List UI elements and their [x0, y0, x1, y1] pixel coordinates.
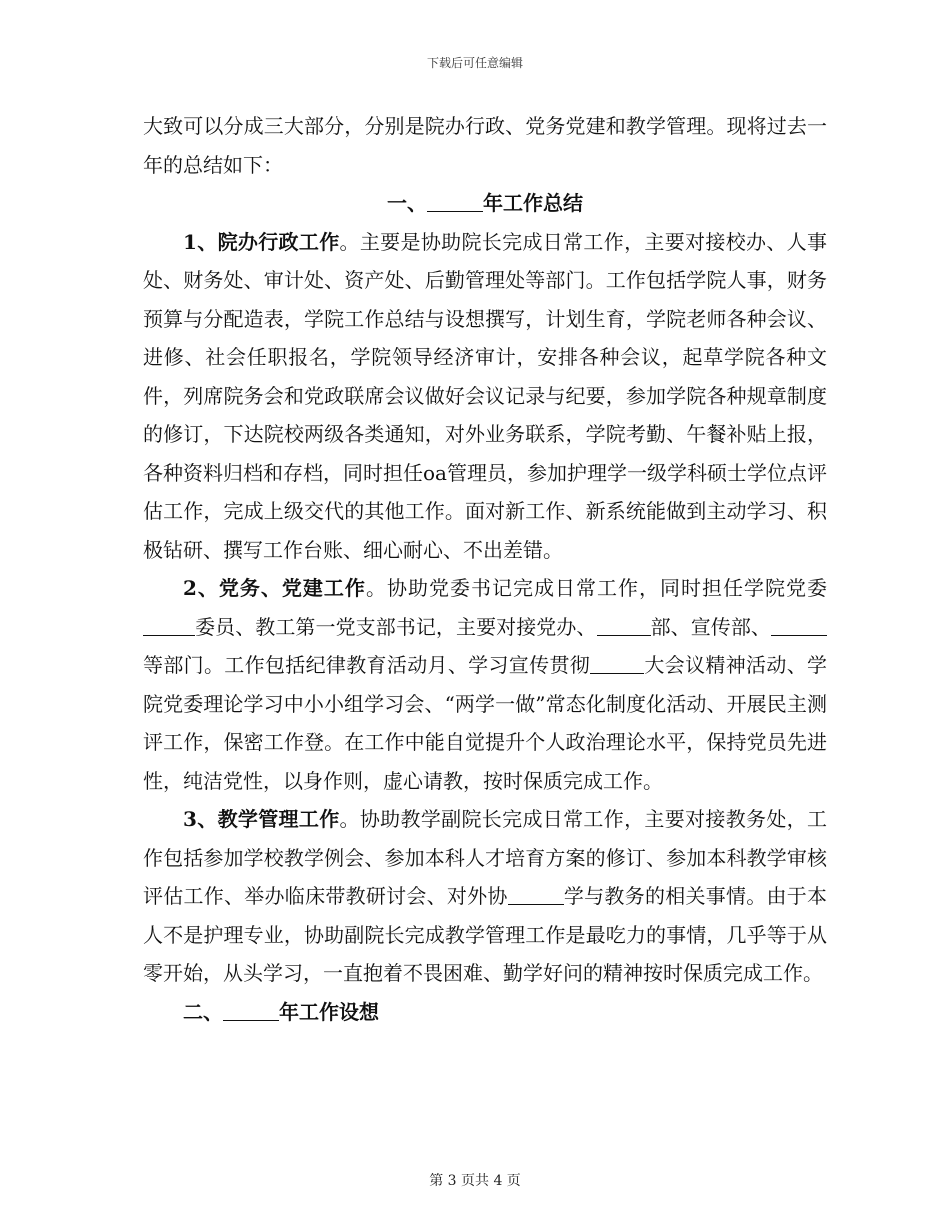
paragraph-text: 等部门。工作包括纪律教育活动月、学习宣传贯彻 [143, 653, 591, 677]
paragraph-lead: 3、教学管理工作 [183, 807, 340, 831]
blank-underline [427, 191, 483, 212]
heading-suffix: 年工作总结 [483, 191, 583, 215]
paragraph-text: 部、宣传部、 [650, 614, 771, 639]
page-number-footer: 第 3 页共 4 页 [429, 1173, 521, 1189]
paragraph-text: 。协助教学副院长完成日常工作，主要对接教务处，工作包括参加学校教学例会、参加本科人才培育方案的修订、参加本科教学审核评估工作、举办临床带教研讨会、对外协 [143, 807, 828, 908]
heading-prefix: 一、 [387, 191, 427, 215]
section-heading-summary [143, 184, 827, 223]
blank-underline [223, 1000, 279, 1021]
page-header-note: 下载后可任意编辑 [426, 56, 523, 70]
intro-paragraph: 大致可以分成三大部分，分别是院办行政、党务党建和教学管理。现将过去一年的总结如下： [143, 114, 827, 177]
blank-underline [771, 615, 827, 636]
blank-underline [597, 615, 651, 636]
paragraph-text: 。协助党委书记完成日常工作，同时担任学院党委 [365, 576, 828, 600]
paragraph-teaching-work [143, 800, 827, 993]
paragraph-text: 大会议精神活动、学院党委理论学习中小小组学习会、“两学一做”常态化制度化活动、开展民主测评工作，保密工作登。在工作中能自觉提升个人政治理论水平，保持党员先进性，纯洁党性，以身作则，虚心请教，按时保质完成工作。 [143, 653, 828, 793]
blank-underline [590, 653, 644, 674]
document-body [143, 107, 827, 1031]
paragraph-text: 委员、教工第一党支部书记，主要对接党办、 [195, 614, 597, 639]
heading-prefix: 二、 [183, 999, 223, 1024]
paragraph-admin-work [143, 223, 827, 570]
paragraph-text: 。主要是协助院长完成日常工作，主要对接校办、人事处、财务处、审计处、资产处、后勤管理处等部门。工作包括学院人事，财务预算与分配造表，学院工作总结与设想撰写，计划生育，学院老师各种会议、进修、社会任职报名，学院领导经济审计，安排各种会议，起草学院各种文件，列席院务会和党政联席会议做好会议记录与纪要，参加学院各种规章制度的修订，下达院校两级各类通知，对外业务联系，学院考勤、午餐补贴上报，各种资料归档和存档，同时担任oa管理员，参加护理学一级学科硕士学位点评估工作，完成上级交代的其他工作。面对新工作、新系统能做到主动学习、积极钻研、撰写工作台账、细心耐心、不出差错。 [143, 229, 828, 562]
paragraph-text: 学与教务的相关事情。由于本人不是护理专业，协助副院长完成教学管理工作是最吃力的事情，几乎等于从零开始，从头学习，一直抱着不畏困难、勤学好问的精神按时保质完成工作。 [143, 884, 828, 985]
paragraph-lead: 2、党务、党建工作 [183, 576, 366, 600]
paragraph-lead: 1、院办行政工作 [183, 229, 340, 254]
paragraph-party-work [143, 569, 827, 800]
heading-suffix: 年工作设想 [279, 999, 379, 1024]
section-heading-plan [143, 993, 827, 1032]
blank-underline [508, 884, 564, 905]
blank-underline [143, 615, 195, 636]
